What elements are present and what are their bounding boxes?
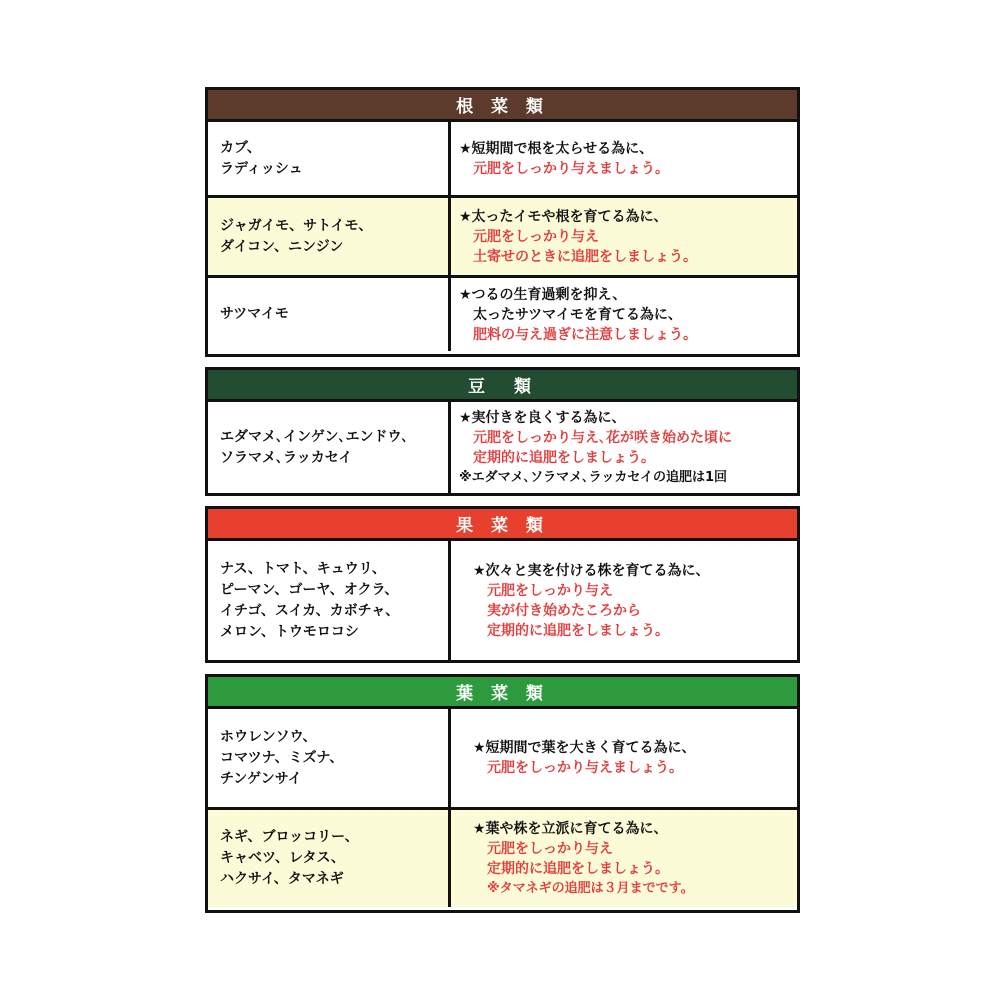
- fertilizer-note: ★次々と実を付ける株を育てる為に、 元肥をしっかり与え 実が付き始めたころから 定期的に追肥をしましょう。: [473, 562, 710, 639]
- vegetable-names: ナス、トマト、キュウリ、 ピーマン、ゴーヤ、オクラ、 イチゴ、スイカ、カボチャ、 メロン、トウモロコシ: [208, 541, 451, 660]
- section-beans: [205, 367, 800, 496]
- vegetable-names: ホウレンソウ、 コマツナ、ミズナ、 チンゲンサイ: [208, 709, 451, 807]
- table-row: [208, 709, 797, 807]
- fertilizer-note: ★葉や株を立派に育てる為に、 元肥をしっかり与え 定期的に追肥をしましょう。 ※タマネギの追肥は３月までです。: [473, 820, 694, 896]
- vegetable-names: カブ、 ラディッシュ: [208, 122, 451, 195]
- vegetable-names: ジャガイモ、サトイモ、 ダイコン、ニンジン: [208, 198, 451, 275]
- fertilizer-note: ★太ったイモや根を育てる為に、 元肥をしっかり与え 土寄せのときに追肥をしましょう。: [459, 208, 697, 265]
- table-row: [208, 122, 797, 195]
- section-title: 豆 類: [208, 370, 797, 402]
- fertilizer-note: ★実付きを良くする為に、 元肥をしっかり与え､花が咲き始めた頃に 定期的に追肥をしましょう。 ※エダマメ､ソラマメ､ラッカセイの追肥は1回: [459, 409, 732, 485]
- fertilizer-note: ★短期間で根を太らせる為に、 元肥をしっかり与えましょう。: [459, 140, 669, 177]
- section-root-vegetables: [205, 87, 800, 357]
- section-title: 根 菜 類: [208, 90, 797, 122]
- vegetable-names: ネギ、ブロッコリー、 キャベツ、レタス、 ハクサイ、タマネギ: [208, 810, 451, 907]
- table-row: [208, 402, 797, 493]
- table-row: [208, 807, 797, 907]
- table-row: [208, 195, 797, 275]
- fertilizer-note: ★短期間で葉を大きく育てる為に、 元肥をしっかり与えましょう。: [473, 740, 696, 776]
- section-title: 果 菜 類: [208, 509, 797, 541]
- vegetable-names: サツマイモ: [208, 278, 451, 351]
- section-fruit-vegetables: [205, 506, 800, 663]
- table-row: [208, 541, 797, 660]
- section-leaf-vegetables: [205, 674, 800, 913]
- section-title: 葉 菜 類: [208, 677, 797, 709]
- vegetable-names: エダマメ､インゲン､エンドウ､ ソラマメ､ラッカセイ: [208, 402, 451, 493]
- table-row: [208, 275, 797, 351]
- fertilizer-note: ★つるの生育過剰を抑え、 太ったサツマイモを育てる為に、 肥料の与え過ぎに注意しましょう。: [459, 286, 697, 343]
